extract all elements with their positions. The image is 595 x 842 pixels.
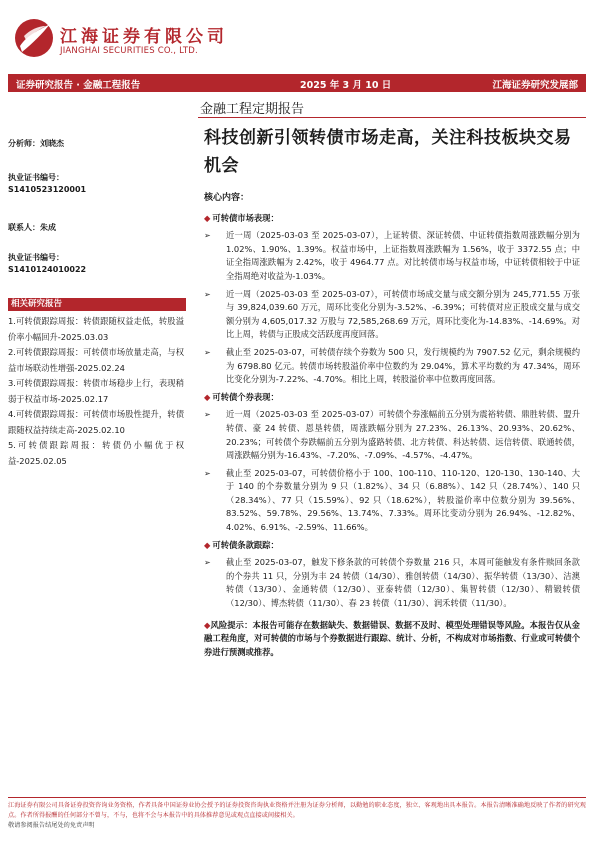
bullet-paragraph: ➢ 截止至 2025-03-07，触发下修条款的可转债个券数量 216 只，本周可能触发有条件赎回条款的个券共 11 只，分别为丰 24 转债（14/30）、雅创转债（14/30）、振华转债（13/30）、洁澳转债（13/30）、金通转债（12/30）、亚泰转债（12/30）、集智转债（12/30）、精锻转债（12/30）、博杰转债（11/30）、春 23 转债（11/30）、润禾转债（11/30）。 [204, 557, 580, 609]
arrow-bullet-icon: ➢ [204, 289, 211, 299]
related-report-link[interactable]: 4.可转债跟踪周报：可转债市场股性提升，转债跟随权益持续走高-2025.02.10 [8, 409, 184, 435]
company-name-cn: 江海证券有限公司 [60, 27, 228, 47]
section-heading: ◆ 可转债条款跟踪： [204, 539, 279, 550]
bullet-paragraph: ➢ 近一周（2025-03-03 至 2025-03-07），上证转债、深证转债、中证转债指数周涨跌幅分别为 1.02%、1.90%、1.39%。权益市场中，上证指数周涨跌幅为 1.56%，收于 3372.55 点；中证全指周涨跌幅为 2.42%，收于 4964.77 点。对比转债市场与权益市场，中证转债相较于中证全指周绝对收益为-1.03%。 [204, 230, 580, 281]
related-reports-heading: 相关研究报告 [8, 298, 186, 311]
section-heading: ◆ 可转债个券表现： [204, 391, 279, 402]
diamond-icon: ◆ [204, 391, 211, 402]
contact-label: 联系人： [8, 223, 40, 232]
report-type: 金融工程定期报告 [200, 102, 305, 117]
cert-label: 执业证书编号： [8, 253, 64, 262]
related-report-link[interactable]: 5.可转债跟踪周报：转债仍小幅优于权益-2025.02.05 [8, 440, 184, 466]
footer-divider [8, 797, 586, 798]
company-name-en: JIANGHAI SECURITIES CO., LTD. [60, 46, 198, 56]
company-logo-icon [14, 16, 54, 60]
cert-number: S1410523120001 [8, 185, 87, 194]
bullet-paragraph: ➢ 近一周（2025-03-03 至 2025-03-07）可转债个券涨幅前五分别为震裕转债、鼎胜转债、盟升转债、豪 24 转债、恩垦转债，周涨跌幅分别为 27.23%、26.13%、20.93%、20.62%、20.23%；可转债个券跌幅前五分别为盛路转债、北方转债、科达转债、远信转债、联通转债，周涨跌幅分别为-16.43%、-7.20%、-7.09%、-4.57%、-4.47%。 [204, 409, 580, 461]
cert-number: S1410124010022 [8, 265, 87, 274]
arrow-bullet-icon: ➢ [204, 347, 211, 357]
core-content [204, 192, 580, 659]
related-report-link[interactable]: 1.可转债跟踪周报：转债跟随权益走低，转股溢价率小幅回升-2025.03.03 [8, 316, 184, 342]
section-heading: ◆ 可转债市场表现： [204, 212, 279, 223]
report-date: 2025 年 3 月 10 日 [300, 80, 392, 91]
contact-name: 朱成 [40, 223, 56, 232]
header-bar [8, 74, 586, 92]
bullet-paragraph: ➢ 截止至 2025-03-07，可转债价格小于 100、100-110、110-120、120-130、130-140、大于 140 的个券数量分别为 9 只（1.82%）、34 只（6.88%）、142 只（28.74%）、140 只（28.34%）、77 只（15.59%）、92 只（18.62%），转股溢价率中位数分别为 39.56%、83.52%、59.78%、29.56%、13.74%、7.33%。周环比变动分别为 26.94%、-12.82%、4.02%、6.91%、-2.59%、11.66%。 [204, 467, 580, 533]
risk-warning: ◆风险提示：本报告可能存在数据缺失、数据错误、数据不及时、模型处理错误等风险。本报告仅从金融工程角度，对可转债的市场与个券数据进行跟踪、统计、分析，不构成对市场指数、行业或可转债个券进行预测或推荐。 [204, 619, 580, 657]
disclaimer-link[interactable]: 敬请参阅报告结尾处的免责声明 [8, 822, 95, 829]
related-report-link[interactable]: 2.可转债跟踪周报：可转债市场放量走高，与权益市场联动性增强-2025.02.24 [8, 347, 184, 373]
diamond-icon: ◆ [204, 212, 211, 223]
footer-disclaimer [8, 801, 586, 831]
page-title: 科技创新引领转债市场走高，关注科技板块交易机会 [204, 128, 572, 176]
arrow-bullet-icon: ➢ [204, 231, 211, 241]
related-reports-list [8, 314, 184, 469]
divider [198, 117, 586, 118]
arrow-bullet-icon: ➢ [204, 558, 211, 568]
report-category: 证券研究报告 · 金融工程报告 [16, 80, 141, 91]
related-report-link[interactable]: 3.可转债跟踪周报：转债市场稳步上行，表现稍弱于权益市场-2025.02.17 [8, 378, 184, 404]
arrow-bullet-icon: ➢ [204, 468, 211, 478]
analyst-name: 刘晓杰 [40, 139, 64, 148]
diamond-icon: ◆ [204, 539, 211, 550]
cert-label: 执业证书编号： [8, 173, 64, 182]
bullet-paragraph: ➢ 近一周（2025-03-03 至 2025-03-07），可转债市场成交量与成交额分别为 245,771.55 万张与 39,824,039.60 万元，周环比变化分别为-3.52%、-6.39%；可转债对应正股成交量与成交额分别为 4,605,017.32 万股与 72,585,268.69 万元，周环比变化为-14.83%、-14.69%。对比上周，转债与正股成交活跃度再度回落。 [204, 288, 580, 340]
disclaimer-text: 江海证券有限公司具备证券投资咨询业务资格，作者具备中国证券业协会授予的证券投资咨询执业资格并注册为证券分析师，以勤勉的职业态度，独立、客观地出具本报告。本报告清晰准确地反映了作者的研究观点。作者所得报酬的任何部分不曾与，不与，也将不会与本报告中的具体推荐意见或观点直接或间接相关。 [8, 802, 586, 819]
bullet-paragraph: ➢ 截止至 2025-03-07，可转债存续个券数为 500 只，发行规模约为 7907.52 亿元，剩余规模约为 6798.80 亿元。转债市场转股溢价率中位数约为 29.04%，算术平均数约为 47.34%，周环比变化分别为-7.22%、-4.70%。相比上周，转股溢价率中位数再度回落。 [204, 346, 580, 385]
core-heading: 核心内容： [204, 193, 250, 203]
analyst-label: 分析师： [8, 139, 40, 148]
department-name: 江海证券研究发展部 [492, 80, 578, 91]
diamond-icon: ◆ [204, 619, 211, 630]
arrow-bullet-icon: ➢ [204, 410, 211, 420]
